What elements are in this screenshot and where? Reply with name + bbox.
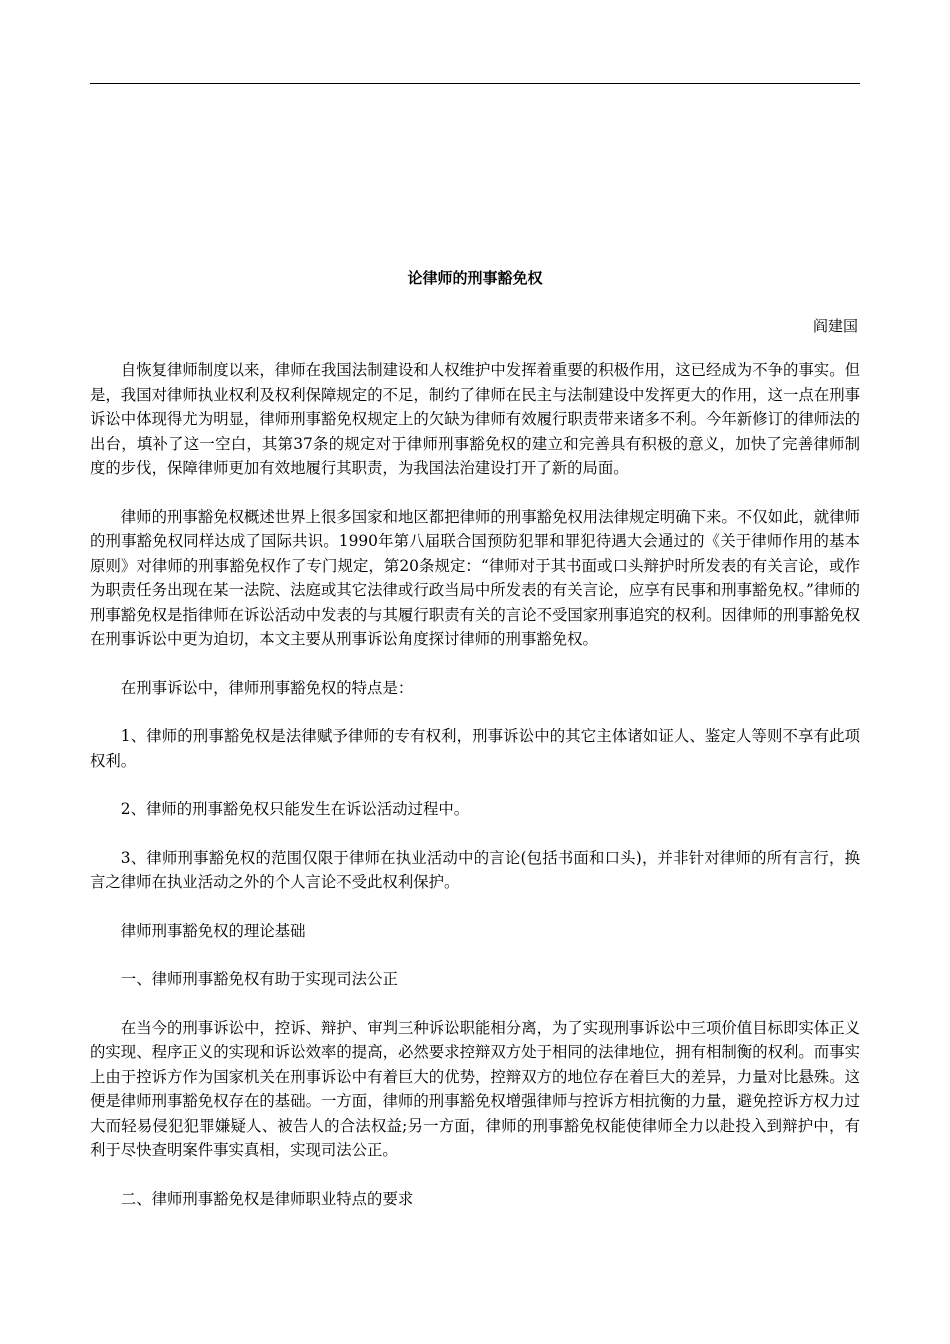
subsection-heading-2: 二、律师刑事豁免权是律师职业特点的要求 [120,1189,414,1208]
subsection-heading-1: 一、律师刑事豁免权有助于实现司法公正 [120,970,398,988]
paragraph-features-lead: 在刑事诉讼中，律师刑事豁免权的特点是： [120,678,414,697]
paragraph-feature-2: 2、律师的刑事豁免权只能发生在诉讼活动过程中。 [120,800,470,818]
paragraph-feature-3: 3、律师刑事豁免权的范围仅限于律师在执业活动中的言论(包括书面和口头)，并非针对律师的所有言行，换言之律师在执业活动之外的个人言论不受此权利保护。 [90,848,860,891]
header-rule [90,83,860,84]
document-title: 论律师的刑事豁免权 [407,269,543,287]
paragraph-justice: 在当今的刑事诉讼中，控诉、辩护、审判三种诉讼职能相分离，为了实现刑事诉讼中三项价值目标即实体正义的实现、程序正义的实现和诉讼效率的提高，必然要求控辩双方处于相同的法律地位，拥有相制衡的权利。而事实上由于控诉方作为国家机关在刑事诉讼中有着巨大的优势，控辩双方的地位存在着巨大的差异，力量对比悬殊。这便是律师刑事豁免权存在的基础。一方面，律师的刑事豁免权增强律师与控诉方相抗衡的力量，避免控诉方权力过大而轻易侵犯犯罪嫌疑人、被告人的合法权益;另一方面，律师的刑事豁免权能使律师全力以赴投入到辩护中，有利于尽快查明案件事实真相，实现司法公正。 [90,1018,860,1159]
paragraph-feature-1: 1、律师的刑事豁免权是法律赋予律师的专有权利，刑事诉讼中的其它主体诸如证人、鉴定人等则不享有此项权利。 [90,727,860,770]
document-author: 阎建国 [812,317,858,335]
document-body [90,358,860,1235]
section-heading-theory: 律师刑事豁免权的理论基础 [120,921,306,940]
paragraph-overview: 律师的刑事豁免权概述世界上很多国家和地区都把律师的刑事豁免权用法律规定明确下来。不仅如此，就律师的刑事豁免权同样达成了国际共识。1990年第八届联合国预防犯罪和罪犯待遇大会通过的《关于律师作用的基本原则》对律师的刑事豁免权作了专门规定，第20条规定：“律师对于其书面或口头辩护时所发表的有关言论，或作为职责任务出现在某一法院、法庭或其它法律或行政当局中所发表的有关言论，应享有民事和刑事豁免权。”律师的刑事豁免权是指律师在诉讼活动中发表的与其履行职责有关的言论不受国家刑事追究的权利。因律师的刑事豁免权在刑事诉讼中更为迫切，本文主要从刑事诉讼角度探讨律师的刑事豁免权。 [90,507,860,648]
paragraph-intro: 自恢复律师制度以来，律师在我国法制建设和人权维护中发挥着重要的积极作用，这已经成为不争的事实。但是，我国对律师执业权利及权利保障规定的不足，制约了律师在民主与法制建设中发挥更大的作用，这一点在刑事诉讼中体现得尤为明显，律师刑事豁免权规定上的欠缺为律师有效履行职责带来诸多不利。今年新修订的律师法的出台，填补了这一空白，其第37条的规定对于律师刑事豁免权的建立和完善具有积极的意义，加快了完善律师制度的步伐，保障律师更加有效地履行其职责，为我国法治建设打开了新的局面。 [90,361,860,477]
